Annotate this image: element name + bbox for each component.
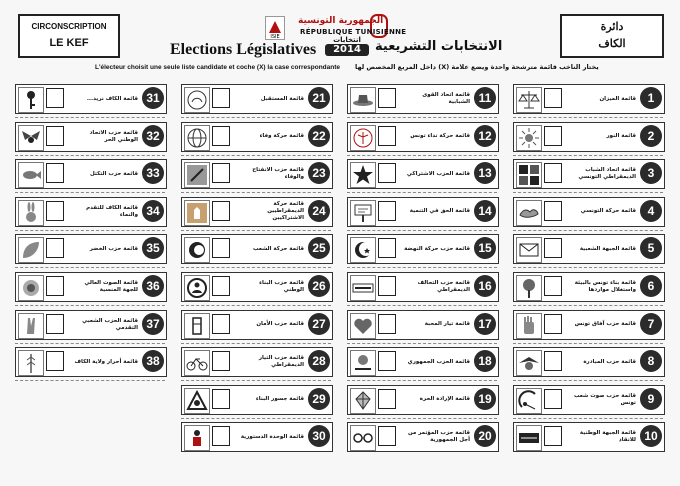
list-name: قائمة حزب المبادرة — [583, 358, 636, 365]
list-name: قائمة الإرادة الحرة — [419, 396, 470, 403]
vote-checkbox[interactable] — [212, 276, 230, 296]
republic-name-fr: RÉPUBLIQUE TUNISIENNE — [300, 28, 407, 36]
row-divider — [347, 117, 497, 118]
vote-checkbox[interactable] — [378, 351, 396, 371]
row-divider — [513, 343, 663, 344]
row-divider — [15, 305, 165, 306]
list-name: قائمة حزب التيار الديمقراطي — [258, 355, 304, 369]
row-divider — [513, 305, 663, 306]
circonscription-box-fr — [18, 14, 120, 58]
row-divider — [181, 155, 331, 156]
list-number: 6 — [640, 275, 662, 297]
list-number: 14 — [474, 200, 496, 222]
candidate-list-entry — [347, 347, 499, 377]
circonscription-label: CIRCONSCRIPTION — [31, 22, 107, 31]
vote-checkbox[interactable] — [46, 126, 64, 146]
list-name: قائمة حزب الاتحاد الوطني الحر — [89, 129, 138, 143]
candidate-list-entry — [513, 122, 665, 152]
vote-checkbox[interactable] — [46, 238, 64, 258]
list-number: 29 — [308, 388, 330, 410]
circonscription-box-ar — [560, 14, 664, 58]
list-name: قائمة حزب الانفتاح والوفاء — [252, 167, 304, 181]
vote-checkbox[interactable] — [544, 314, 562, 334]
candidate-list-entry — [181, 422, 333, 452]
row-divider — [347, 192, 497, 193]
vote-checkbox[interactable] — [544, 163, 562, 183]
candidate-list-entry — [181, 347, 333, 377]
year-badge: 2014 — [325, 44, 369, 56]
list-number: 25 — [308, 237, 330, 259]
list-number: 3 — [640, 162, 662, 184]
row-divider — [181, 380, 331, 381]
vote-checkbox[interactable] — [378, 314, 396, 334]
list-name: قائمة الحزب الشعبي التقدمي — [82, 317, 138, 331]
list-number: 13 — [474, 162, 496, 184]
person-icon — [184, 425, 210, 451]
list-number: 9 — [640, 388, 662, 410]
row-divider — [513, 267, 663, 268]
list-number: 7 — [640, 313, 662, 335]
vote-checkbox[interactable] — [378, 163, 396, 183]
list-name: قائمة تيار المحبة — [424, 321, 470, 328]
candidate-list-entry — [181, 385, 333, 415]
row-divider — [181, 343, 331, 344]
list-number: 1 — [640, 87, 662, 109]
circonscription-value-ar: الكاف — [598, 38, 626, 50]
vote-checkbox[interactable] — [46, 276, 64, 296]
row-divider — [15, 343, 165, 344]
list-number: 35 — [142, 237, 164, 259]
vote-checkbox[interactable] — [212, 314, 230, 334]
list-number: 37 — [142, 313, 164, 335]
list-name: قائمة الميزان — [599, 95, 636, 102]
candidate-list-entry — [513, 422, 665, 452]
circle-person-icon — [184, 275, 210, 301]
candidate-list-entry — [513, 197, 665, 227]
star-icon — [350, 162, 376, 188]
map-icon — [516, 200, 542, 226]
row-divider — [513, 192, 663, 193]
vote-checkbox[interactable] — [212, 201, 230, 221]
list-name: قائمة حركة التونسي — [580, 208, 636, 215]
vote-checkbox[interactable] — [212, 88, 230, 108]
list-name: قائمة حزب التكتل — [89, 170, 138, 177]
wings-icon — [18, 125, 44, 151]
tree-icon — [516, 275, 542, 301]
row-divider — [347, 380, 497, 381]
row-divider — [15, 267, 165, 268]
list-number: 2 — [640, 125, 662, 147]
list-number: 30 — [308, 425, 330, 447]
vote-checkbox[interactable] — [212, 389, 230, 409]
fish-icon — [18, 162, 44, 188]
victory-icon — [18, 313, 44, 339]
candidate-list-entry — [347, 159, 499, 189]
c-logo-icon — [184, 237, 210, 263]
list-number: 8 — [640, 350, 662, 372]
bird-icon — [350, 350, 376, 376]
candidate-list-entry — [15, 197, 167, 227]
eagle-icon — [516, 350, 542, 376]
list-name: قائمة الحزب الاشتراكي — [406, 170, 470, 177]
ballot-header — [130, 8, 555, 64]
candidate-list-entry — [181, 310, 333, 340]
list-name: قائمة حزب التحالف الديمقراطي — [417, 280, 470, 293]
candidate-list-entry — [347, 197, 499, 227]
list-number: 23 — [308, 162, 330, 184]
candidate-list-entry — [347, 422, 499, 452]
list-name: قائمة حركة الشعب — [253, 245, 304, 252]
row-divider — [347, 418, 497, 419]
candidate-list-entry — [513, 272, 665, 302]
list-number: 36 — [142, 275, 164, 297]
row-divider — [513, 380, 663, 381]
vote-checkbox[interactable] — [212, 126, 230, 146]
globe-icon — [184, 125, 210, 151]
vote-checkbox[interactable] — [378, 389, 396, 409]
triangle-icon — [184, 388, 210, 414]
row-divider — [181, 192, 331, 193]
candidate-list-entry — [15, 310, 167, 340]
vote-checkbox[interactable] — [212, 163, 230, 183]
svg-text:ISIE: ISIE — [270, 34, 280, 39]
candidate-list-entry — [347, 385, 499, 415]
candidate-list-entry — [181, 122, 333, 152]
list-number: 34 — [142, 200, 164, 222]
candidate-list-entry — [15, 122, 167, 152]
blocks-icon — [516, 162, 542, 188]
candidate-list-entry — [15, 234, 167, 264]
list-name: قائمة بناء تونس بالبيئة واستغلال مواردها — [574, 280, 636, 293]
key-icon — [18, 87, 44, 113]
leaf-icon — [18, 237, 44, 263]
list-name: قائمة حركة نداء تونس — [410, 133, 470, 140]
candidate-list-entry — [181, 234, 333, 264]
list-name: قائمة النور — [606, 133, 636, 140]
row-divider — [347, 267, 497, 268]
list-number: 33 — [142, 162, 164, 184]
list-name: قائمة الوحدة الدستورية — [240, 433, 304, 440]
row-divider — [181, 267, 331, 268]
candidate-list-entry — [15, 272, 167, 302]
hands-icon — [184, 87, 210, 113]
circonscription-value: LE KEF — [49, 37, 89, 49]
title-ar: الانتخابات التشريعية — [375, 39, 503, 54]
list-name: قائمة حزب البناء الوطني — [259, 280, 304, 293]
bicycle-icon — [184, 350, 210, 376]
list-name: قائمة حزب الخضر — [89, 245, 138, 252]
vote-checkbox[interactable] — [212, 351, 230, 371]
list-name: قائمة الكاف نريد... — [86, 95, 138, 102]
vote-checkbox[interactable] — [544, 126, 562, 146]
list-name: قائمة أحرار ولاية الكاف — [74, 358, 138, 365]
row-divider — [513, 230, 663, 231]
list-number: 18 — [474, 350, 496, 372]
row-divider — [15, 380, 165, 381]
candidate-list-entry — [15, 347, 167, 377]
list-number: 22 — [308, 125, 330, 147]
crescent-icon — [350, 237, 376, 263]
vote-checkbox[interactable] — [46, 351, 64, 371]
list-name: قائمة اتحاد الشباب الديمقراطي التونسي — [578, 167, 636, 181]
candidate-list-entry — [513, 234, 665, 264]
candidate-list-entry — [347, 84, 499, 114]
vote-checkbox[interactable] — [46, 314, 64, 334]
circonscription-label-ar: دائرة — [600, 21, 624, 33]
vote-checkbox[interactable] — [544, 276, 562, 296]
list-number: 10 — [640, 425, 662, 447]
list-name: قائمة جسور البناء — [255, 396, 304, 403]
row-divider — [15, 117, 165, 118]
vote-checkbox[interactable] — [46, 163, 64, 183]
list-name: قائمة الجبهة الشعبية — [579, 245, 636, 252]
row-divider — [15, 192, 165, 193]
pen-icon — [184, 162, 210, 188]
fist-icon — [184, 200, 210, 226]
candidate-list-entry — [181, 272, 333, 302]
vote-checkbox[interactable] — [544, 88, 562, 108]
list-name: قائمة حركة وفاء — [259, 133, 304, 140]
list-number: 19 — [474, 388, 496, 410]
vote-checkbox[interactable] — [378, 276, 396, 296]
text-logo-icon — [350, 275, 376, 301]
vote-checkbox[interactable] — [378, 238, 396, 258]
list-number: 26 — [308, 275, 330, 297]
row-divider — [347, 305, 497, 306]
list-number: 27 — [308, 313, 330, 335]
elections-label: انتخابات — [333, 36, 361, 44]
row-divider — [15, 230, 165, 231]
rabbit-icon — [18, 200, 44, 226]
candidate-list-entry — [347, 234, 499, 264]
kite-icon — [350, 388, 376, 414]
list-name: قائمة حزب حركة النهضة — [404, 245, 470, 252]
list-number: 32 — [142, 125, 164, 147]
vote-checkbox[interactable] — [544, 426, 562, 446]
candidate-list-entry — [15, 159, 167, 189]
vote-checkbox[interactable] — [378, 126, 396, 146]
list-name: قائمة اتحاد القوى الشبابية — [422, 92, 470, 105]
list-number: 17 — [474, 313, 496, 335]
row-divider — [181, 117, 331, 118]
vote-checkbox[interactable] — [544, 351, 562, 371]
republic-name-ar: الجمهورية التونسية — [298, 16, 384, 26]
list-number: 5 — [640, 237, 662, 259]
list-name: قائمة الحق في التنمية — [409, 208, 470, 215]
lion-icon — [18, 275, 44, 301]
candidate-list-entry — [513, 310, 665, 340]
palm-icon — [350, 125, 376, 151]
vote-checkbox[interactable] — [378, 88, 396, 108]
list-number: 12 — [474, 125, 496, 147]
vote-checkbox[interactable] — [212, 238, 230, 258]
scale-icon — [516, 87, 542, 113]
list-name: قائمة حزب آفاق تونس — [574, 321, 636, 328]
vote-checkbox[interactable] — [46, 201, 64, 221]
candidate-list-entry — [181, 159, 333, 189]
candidate-list-entry — [513, 159, 665, 189]
candidate-list-entry — [181, 197, 333, 227]
list-number: 31 — [142, 87, 164, 109]
vote-checkbox[interactable] — [544, 201, 562, 221]
row-divider — [181, 230, 331, 231]
instruction-fr: L'électeur choisit une seule liste candidate et coche (X) la case correspondante — [95, 64, 341, 71]
wheat-icon — [18, 350, 44, 376]
sign-icon — [350, 200, 376, 226]
row-divider — [513, 117, 663, 118]
heart-icon — [350, 313, 376, 339]
list-name: قائمة الكاف للتقدم والنماء — [86, 204, 138, 218]
satellite-icon — [516, 388, 542, 414]
row-divider — [513, 418, 663, 419]
vote-checkbox[interactable] — [544, 238, 562, 258]
elections-2014-logo — [325, 36, 369, 58]
list-number: 38 — [142, 350, 164, 372]
list-number: 16 — [474, 275, 496, 297]
vote-checkbox[interactable] — [46, 88, 64, 108]
row-divider — [181, 305, 331, 306]
list-number: 11 — [474, 87, 496, 109]
hat-icon — [350, 87, 376, 113]
list-number: 20 — [474, 425, 496, 447]
isie-logo — [265, 16, 285, 40]
list-name: قائمة حزب الأمان — [256, 321, 304, 328]
list-name: قائمة الجبهة الوطنية للانقاذ — [579, 430, 636, 444]
vote-checkbox[interactable] — [378, 201, 396, 221]
candidate-list-entry — [347, 122, 499, 152]
row-divider — [15, 155, 165, 156]
tower-icon — [184, 313, 210, 339]
glasses-icon — [350, 425, 376, 451]
list-name: قائمة الحزب الجمهوري — [407, 358, 470, 365]
row-divider — [347, 343, 497, 344]
list-name: قائمة حزب صوت شعب تونس — [573, 392, 636, 406]
row-divider — [347, 155, 497, 156]
banner-icon — [516, 425, 542, 451]
hand-icon — [516, 313, 542, 339]
candidate-list-entry — [513, 385, 665, 415]
candidate-list-entry — [513, 347, 665, 377]
envelope-icon — [516, 237, 542, 263]
list-name: قائمة المستقبل — [260, 95, 304, 102]
list-name: قائمة حزب المؤتمر من أجل الجمهورية — [407, 430, 470, 444]
vote-checkbox[interactable] — [212, 426, 230, 446]
row-divider — [513, 155, 663, 156]
candidate-list-entry — [347, 272, 499, 302]
candidate-list-entry — [181, 84, 333, 114]
candidate-list-entry — [347, 310, 499, 340]
list-name: قائمة الصوت العالي للجهة المنسية — [84, 280, 138, 293]
candidate-list-entry — [15, 84, 167, 114]
list-number: 4 — [640, 200, 662, 222]
list-name: قائمة حركة الديمقراطيين الاشتراكيين — [267, 201, 304, 222]
list-number: 15 — [474, 237, 496, 259]
vote-checkbox[interactable] — [544, 389, 562, 409]
candidate-list-entry — [513, 84, 665, 114]
row-divider — [181, 418, 331, 419]
list-number: 28 — [308, 350, 330, 372]
list-number: 24 — [308, 200, 330, 222]
list-number: 21 — [308, 87, 330, 109]
sun-icon — [516, 125, 542, 151]
row-divider — [347, 230, 497, 231]
instruction-ar: يختار الناخب قائمة مترشحة واحدة ويضع علامة (X) داخل المربع المخصص لها — [355, 63, 599, 71]
vote-checkbox[interactable] — [378, 426, 396, 446]
title-fr: Elections Législatives — [170, 41, 317, 58]
